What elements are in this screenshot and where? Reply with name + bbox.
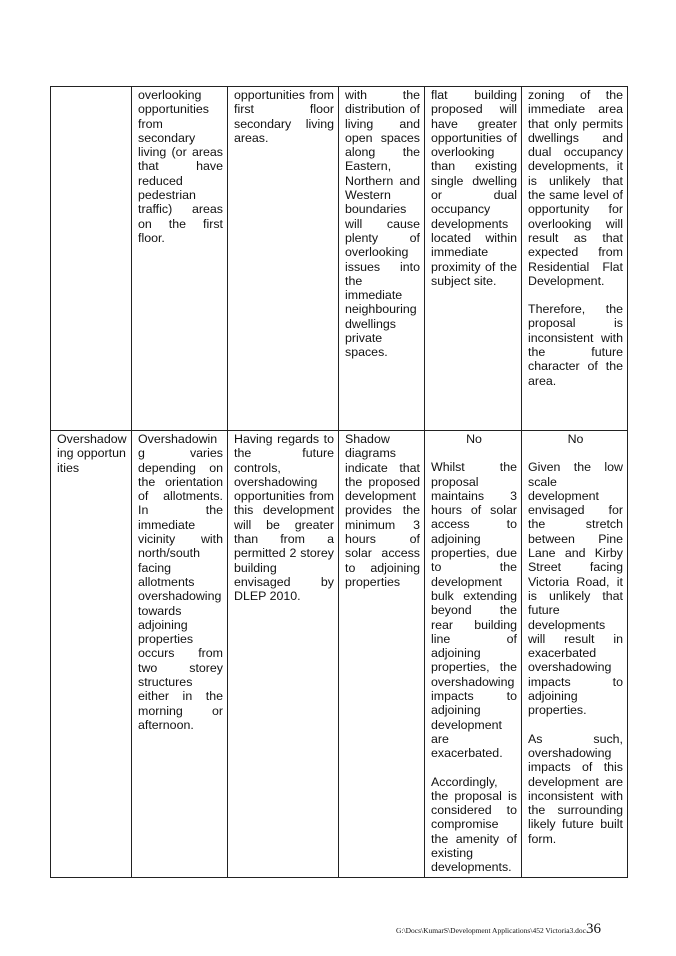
future-compliance-cell	[522, 87, 628, 431]
existing-compliance-cell	[425, 431, 522, 878]
paragraph: Accordingly, the proposal is considered to compromise the amenity of existing developments.	[431, 774, 517, 875]
table-row	[51, 87, 628, 431]
compliance-answer: No	[466, 432, 482, 446]
page-number: 36	[586, 921, 602, 937]
future-controls-cell: opportunities from first floor secondary living areas.	[228, 87, 339, 431]
paragraph: Given the low scale development envisaged for the stretch between Pine Lane and Kirby Street facing Victoria Road, it is unlikely that future developments will result in exacerbated overshadowing impacts to adjoining properties.	[528, 460, 623, 718]
paragraph: Whilst the proposal maintains 3 hours of solar access to adjoining properties, due to the development bulk extending beyond the rear building line of adjoining properties, the overshadowing impacts to adjoining development are exacerbated.	[431, 460, 517, 761]
paragraph: Therefore, the proposal is inconsistent with the future character of the area.	[528, 302, 623, 388]
existing-context-cell: overlooking opportunities from secondary living (or areas that have reduced pedestrian traffic) areas on the first floor.	[132, 87, 228, 431]
future-compliance-cell	[522, 431, 628, 878]
assessment-table	[50, 86, 628, 878]
file-path: G:\Docs\KumarS\Development Applications\452 Victoria3.doc	[396, 926, 587, 935]
proposal-cell: Shadow diagrams indicate that the proposed development provides the minimum 3 hours of solar access to adjoining properties	[339, 431, 425, 878]
existing-compliance-cell: flat building proposed will have greater opportunities of overlooking than existing single dwelling or dual occupancy developments located within immediate proximity of the subject site.	[425, 87, 522, 431]
criterion-cell: Overshadowing opportunities	[51, 431, 132, 878]
proposal-cell: with the distribution of living and open spaces along the Eastern, Northern and Western boundaries will cause plenty of overlooking issues into the immediate neighbouring dwellings private spaces.	[339, 87, 425, 431]
criterion-cell	[51, 87, 132, 431]
page-footer	[396, 921, 602, 938]
paragraph: zoning of the immediate area that only permits dwellings and dual occupancy developments, it is unlikely that the same level of opportunity for overlooking will result as that expected from Residential Flat Development.	[528, 88, 623, 288]
paragraph: As such, overshadowing impacts of this development are inconsistent with the surrounding likely future built form.	[528, 731, 623, 846]
future-controls-cell: Having regards to the future controls, overshadowing opportunities from this development will be greater than from a permitted 2 storey building envisaged by DLEP 2010.	[228, 431, 339, 878]
table-row	[51, 431, 628, 878]
existing-context-cell: Overshadowing varies depending on the orientation of allotments. In the immediate vicinity with north/south facing allotments overshadowing towards adjoining properties occurs from two storey structures either in the morning or afternoon.	[132, 431, 228, 878]
compliance-answer: No	[567, 432, 584, 446]
